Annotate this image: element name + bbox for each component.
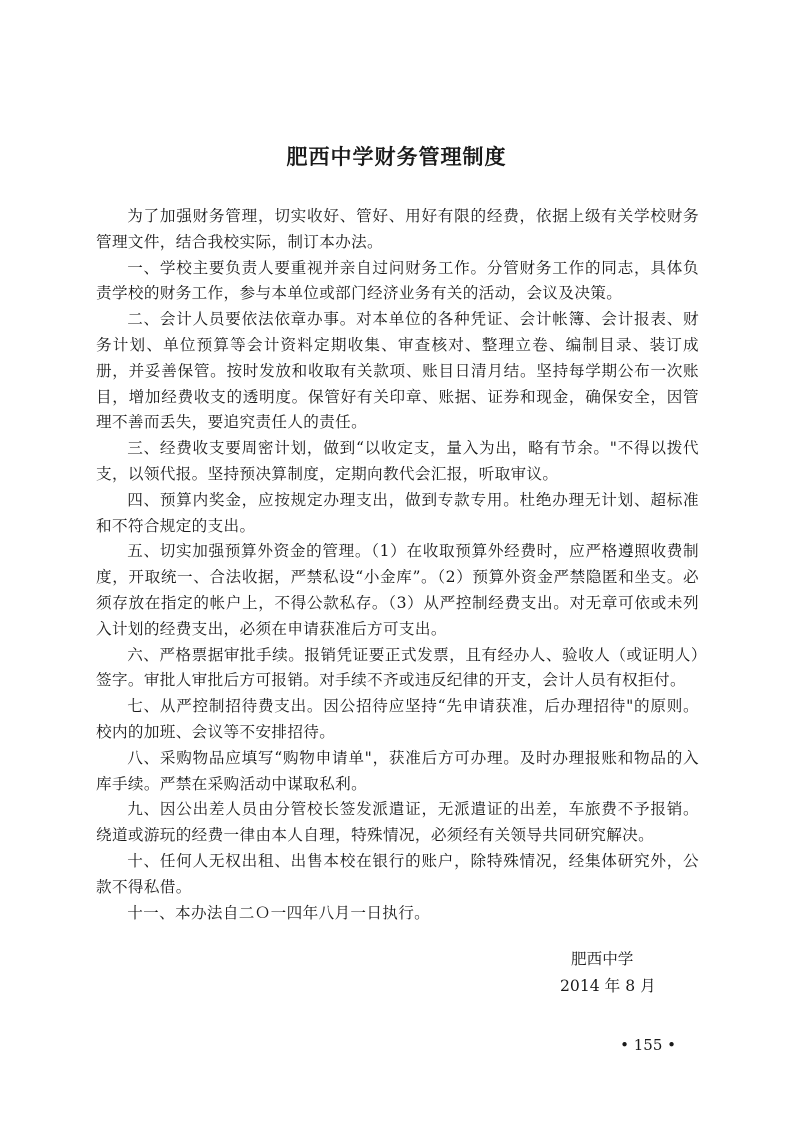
- document-body: [96, 204, 699, 926]
- clause-6-paragraph: 六、严格票据审批手续。报销凭证要正式发票，且有经办人、验收人（或证明人）签字。审批人审批后方可报销。对手续不齐或违反纪律的开支，会计人员有权拒付。: [96, 645, 699, 690]
- document-title: 肥西中学财务管理制度: [286, 145, 507, 169]
- signature-organization: 肥西中学: [571, 950, 634, 968]
- intro-paragraph: 为了加强财务管理，切实收好、管好、用好有限的经费，依据上级有关学校财务管理文件，结合我校实际，制订本办法。: [96, 207, 699, 251]
- clause-10-paragraph: 十、任何人无权出租、出售本校在银行的账户，除特殊情况，经集体研究外，公款不得私借。: [96, 851, 699, 896]
- clause-1-paragraph: 一、学校主要负责人要重视并亲自过问财务工作。分管财务工作的同志，具体负责学校的财务工作，参与本单位或部门经济业务有关的活动，会议及决策。: [96, 258, 699, 303]
- signature-date: 2014 年 8 月: [560, 977, 656, 995]
- clause-8-paragraph: 八、采购物品应填写“购物申请单"，获准后方可办理。及时办理报账和物品的入库手续。严禁在采购活动中谋取私利。: [96, 748, 699, 793]
- clause-11-paragraph: 十一、本办法自二Ｏ一四年八月一日执行。: [127, 903, 431, 922]
- clause-9-paragraph: 九、因公出差人员由分管校长签发派遣证，无派遣证的出差，车旅费不予报销。绕道或游玩的经费一律由本人自理，特殊情况，必须经有关领导共同研究解决。: [96, 800, 699, 845]
- clause-5-paragraph: 五、切实加强预算外资金的管理。（1）在收取预算外经费时，应严格遵照收费制度，开取统一、合法收据，严禁私设“小金库”。（2）预算外资金严禁隐匿和坐支。必须存放在指定的帐户上，不得公款私存。（3）从严控制经费支出。对无章可依或未列入计划的经费支出，必须在申请获准后方可支出。: [96, 542, 699, 638]
- clause-7-paragraph: 七、从严控制招待费支出。因公招待应坚持“先申请获准，后办理招待"的原则。校内的加班、会议等不安排招待。: [96, 697, 699, 741]
- page-number: • 155 •: [620, 1036, 676, 1054]
- clause-4-paragraph: 四、预算内奖金，应按规定办理支出，做到专款专用。杜绝办理无计划、超标准和不符合规定的支出。: [96, 490, 699, 535]
- signature-block: [560, 946, 680, 1000]
- clause-2-paragraph: 二、会计人员要依法依章办事。对本单位的各种凭证、会计帐簿、会计报表、财务计划、单位预算等会计资料定期收集、审查核对、整理立卷、编制目录、装订成册，并妥善保管。按时发放和收取有关款项、账目日清月结。坚持每学期公布一次账目，增加经费收支的透明度。保管好有关印章、账据、证券和现金，确保安全，因管理不善而丢失，要追究责任人的责任。: [96, 310, 699, 432]
- clause-3-paragraph: 三、经费收支要周密计划，做到“以收定支，量入为出，略有节余。"不得以拨代支，以领代报。坚持预决算制度，定期向教代会汇报，听取审议。: [96, 439, 699, 483]
